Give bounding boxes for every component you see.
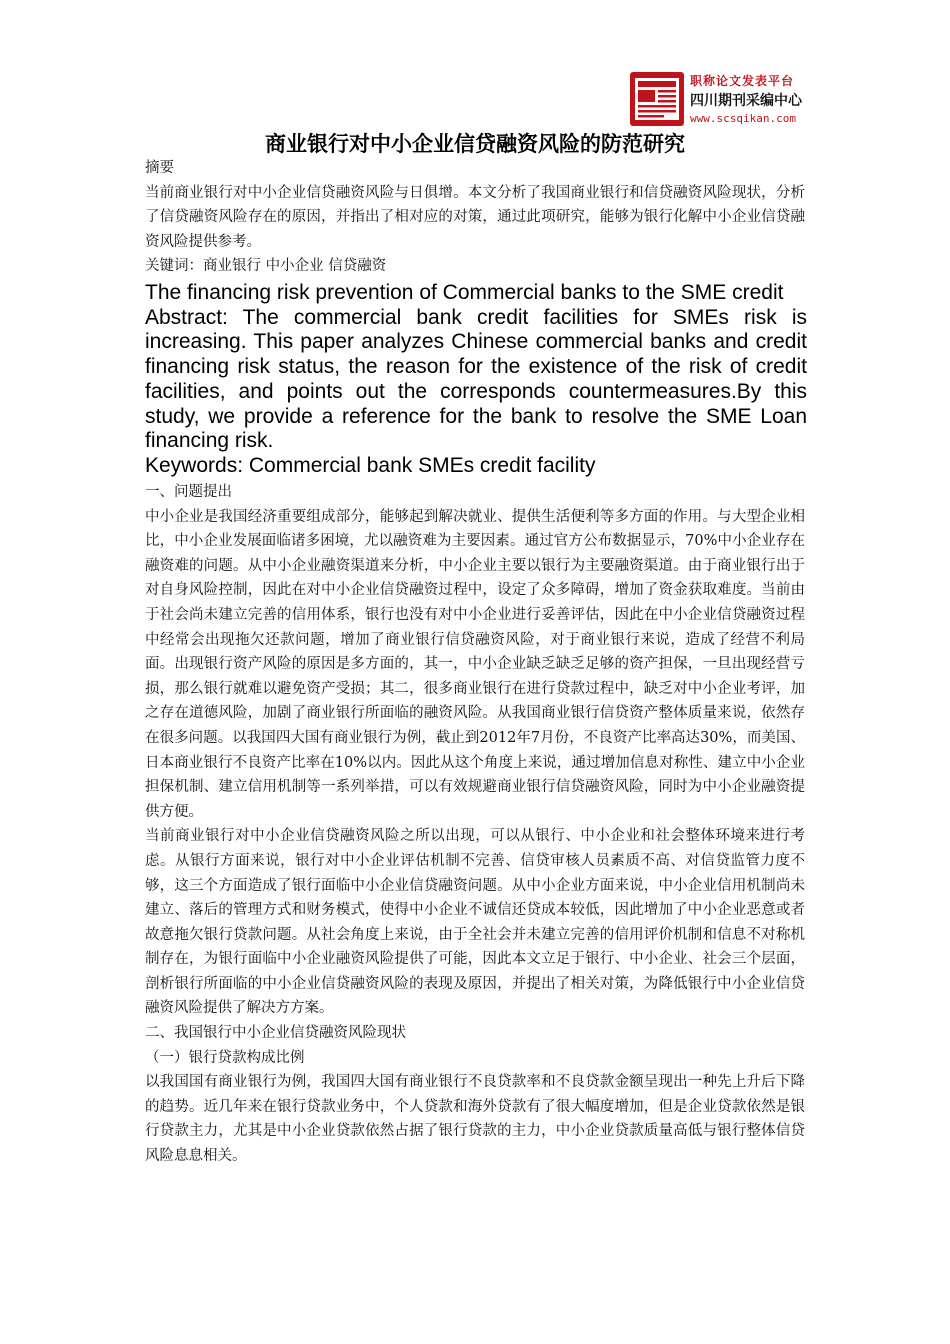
english-block [145,281,807,479]
newspaper-icon [630,72,684,126]
section1-para1: 中小企业是我国经济重要组成部分，能够起到解决就业、提供生活便利等多方面的作用。与大型企业相比，中小企业发展面临诸多困境，尤以融资难为主要因素。通过官方公布数据显示，70%中小企业存在融资难的问题。从中小企业融资渠道来分析，中小企业主要以银行为主要融资渠道。由于商业银行出于对自身风险控制，因此在对中小企业信贷融资过程中，设定了众多障碍，增加了资金获取难度。当前由于社会尚未建立完善的信用体系，银行也没有对中小企业进行妥善评估，因此在中小企业信贷融资过程中经常会出现拖欠还款问题，增加了商业银行信贷融资风险，对于商业银行来说，造成了经营不利局面。出现银行资产风险的原因是多方面的，其一，中小企业缺乏缺乏足够的资产担保，一旦出现经营亏损，那么银行就难以避免资产受损；其二，很多商业银行在进行贷款过程中，缺乏对中小企业考评，加之存在道德风险，加剧了商业银行所面临的融资风险。从我国商业银行信贷资产整体质量来说，依然存在很多问题。以我国四大国有商业银行为例，截止到2012年7月份，不良资产比率高达30%，而美国、日本商业银行不良资产比率在10%以内。因此从这个角度上来说，通过增加信息对称性、建立中小企业担保机制、建立信用机制等一系列举措，可以有效规避商业银行信贷融资风险，同时为中小企业融资提供方便。 [145,508,805,820]
abstract-label: 摘要 [145,160,174,176]
section2-heading: 二、我国银行中小企业信贷融资风险现状 [145,1025,406,1042]
abstract-cn: 当前商业银行对中小企业信贷融资风险与日俱增。本文分析了我国商业银行和信贷融资风险现状，分析了信贷融资风险存在的原因，并指出了相对应的对策，通过此项研究，能够为银行化解中小企业信贷融资风险提供参考。 [145,184,805,250]
section1-para2: 当前商业银行对中小企业信贷融资风险之所以出现，可以从银行、中小企业和社会整体环境来进行考虑。从银行方面来说，银行对中小企业评估机制不完善、信贷审核人员素质不高、对信贷监管力度不够，这三个方面造成了银行面临中小企业信贷融资问题。从中小企业方面来说，中小企业信用机制尚未建立、落后的管理方式和财务模式，使得中小企业不诚信还贷成本较低，因此增加了中小企业恶意或者故意拖欠银行贷款问题。从社会角度上来说，由于全社会并未建立完善的信用评价机制和信息不对称机制存在，为银行面临中小企业融资风险提供了可能，因此本文立足于银行、中小企业、社会三个层面，剖析银行所面临的中小企业信贷融资风险的表现及原因，并提出了相关对策，为降低银行中小企业信贷融资风险提供了解决方方案。 [145,828,805,1017]
paper-title: 商业银行对中小企业信贷融资风险的防范研究 [265,132,685,156]
english-keywords: Keywords: Commercial bank SMEs credit facility [145,453,596,477]
logo-tagline: 职称论文发表平台 [690,74,795,88]
body-text [145,480,805,1169]
section1-heading: 一、问题提出 [145,484,232,500]
english-title: The financing risk prevention of Commercial banks to the SME credit [145,281,784,304]
abstract-cn-block [145,156,805,279]
section2-para1: 以我国国有商业银行为例，我国四大国有商业银行不良贷款率和不良贷款金额呈现出一种先上升后下降的趋势。近几年来在银行贷款业务中，个人贷款和海外贷款有了很大幅度增加，但是企业贷款依然是银行贷款主力，尤其是中小企业贷款依然占据了银行贷款的主力，中小企业贷款质量高低与银行整体信贷风险息息相关。 [145,1074,805,1165]
keywords-cn: 关键词：商业银行 中小企业 信贷融资 [145,258,387,275]
section2-sub1: （一）银行贷款构成比例 [145,1049,305,1066]
logo-name: 四川期刊采编中心 [690,93,802,109]
publisher-logo [630,72,830,132]
english-abstract: Abstract: The commercial bank credit facilities for SMEs risk is increasing. This paper analyzes Chinese commercial banks and credit financing risk status, the reason for the existence of the risk of credit facilities, and points out the corresponds countermeasures.By this study, we provide a reference for the bank to resolve the SME Loan financing risk. [145,305,807,453]
logo-url: www.scsqikan.com [690,112,796,125]
